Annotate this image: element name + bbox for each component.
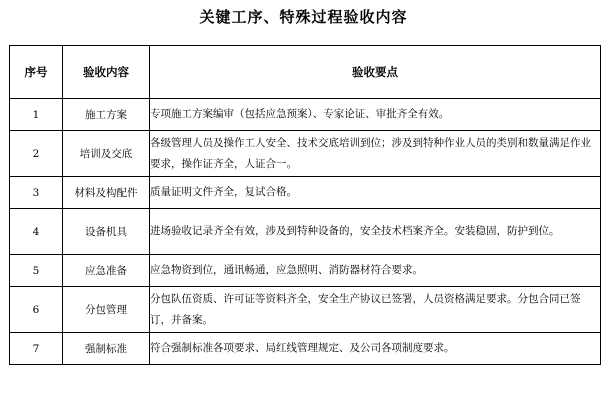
table-row — [10, 177, 601, 209]
row-item: 施工方案 — [63, 99, 150, 131]
table-row — [10, 99, 601, 131]
row-requirements: 分包队伍资质、许可证等资料齐全，安全生产协议已签署，人员资格满足要求。分包合同已签订，并备案。 — [150, 287, 601, 333]
row-no: 7 — [10, 333, 63, 365]
row-no: 1 — [10, 99, 63, 131]
row-requirements: 各级管理人员及操作工人安全、技术交底培训到位；涉及到特种作业人员的类别和数量满足作业要求，操作证齐全，人证合一。 — [150, 131, 601, 177]
table-header-row — [10, 46, 601, 99]
row-item: 材料及构配件 — [63, 177, 150, 209]
table-row — [10, 255, 601, 287]
header-no: 序号 — [10, 46, 63, 99]
row-requirements: 符合强制标准各项要求、局红线管理规定、及公司各项制度要求。 — [150, 333, 601, 365]
row-no: 6 — [10, 287, 63, 333]
document-title: 关键工序、特殊过程验收内容 — [199, 8, 408, 26]
table-row — [10, 287, 601, 333]
row-item: 设备机具 — [63, 209, 150, 255]
table-row — [10, 209, 601, 255]
row-no: 2 — [10, 131, 63, 177]
table-row — [10, 333, 601, 365]
row-requirements: 应急物资到位，通讯畅通，应急照明、消防器材符合要求。 — [150, 255, 601, 287]
row-no: 5 — [10, 255, 63, 287]
row-requirements: 进场验收记录齐全有效，涉及到特种设备的，安全技术档案齐全。安装稳固，防护到位。 — [150, 209, 601, 255]
acceptance-table — [9, 45, 601, 365]
row-item: 培训及交底 — [63, 131, 150, 177]
row-item: 分包管理 — [63, 287, 150, 333]
row-item: 强制标准 — [63, 333, 150, 365]
row-requirements: 质量证明文件齐全，复试合格。 — [150, 177, 601, 209]
row-item: 应急准备 — [63, 255, 150, 287]
header-requirements: 验收要点 — [150, 46, 601, 99]
header-item: 验收内容 — [63, 46, 150, 99]
row-no: 3 — [10, 177, 63, 209]
table-row — [10, 131, 601, 177]
row-no: 4 — [10, 209, 63, 255]
row-requirements: 专项施工方案编审（包括应急预案）、专家论证、审批齐全有效。 — [150, 99, 601, 131]
